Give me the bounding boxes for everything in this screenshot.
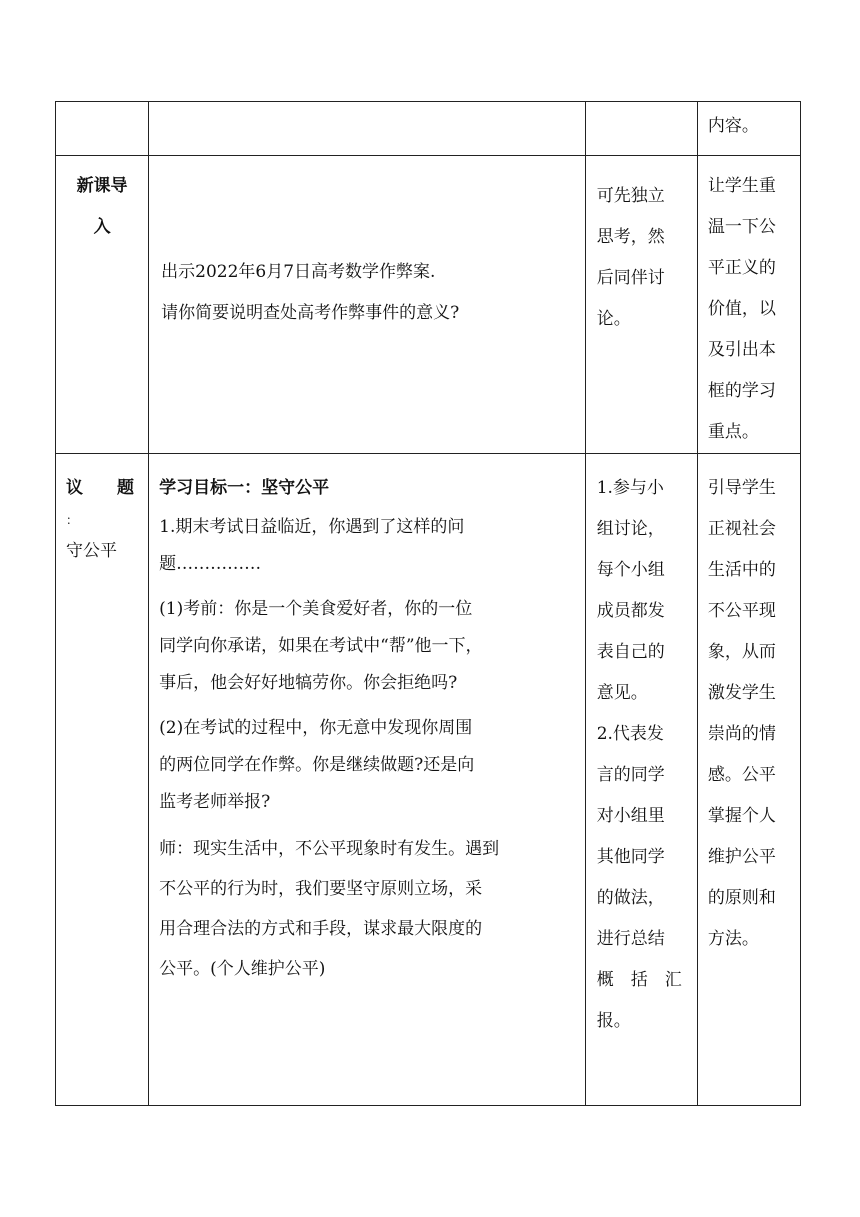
design-line: 崇尚的情 (707, 724, 776, 744)
design-line: 正视社会 (707, 519, 776, 539)
content-paragraph: 请你简要说明查处高考作弊事件的意义? (161, 303, 460, 323)
design-line: 感。公平 (707, 765, 776, 785)
design-line: 框的学习 (707, 381, 776, 401)
design-line: 方法。 (707, 929, 759, 949)
question-1 (159, 509, 583, 583)
design-line: 象，从而 (707, 642, 776, 662)
student-line: 的做法， (596, 888, 665, 908)
text-line: 同学向你承诺，如果在考试中“帮”他一下， (159, 636, 483, 656)
design-line: 引导学生 (707, 478, 776, 498)
text-line: (2)在考试的过程中，你无意中发现你周围 (159, 718, 473, 738)
student-line: 后同伴讨 (596, 268, 665, 288)
student-line: 报。 (596, 1011, 631, 1031)
cell-content (149, 156, 586, 454)
text-line: 的两位同学在作弊。你是继续做题?还是向 (159, 755, 475, 775)
text-line: 1.期末考试日益临近，你遇到了这样的问 (159, 517, 465, 537)
table-row (56, 454, 801, 1106)
student-line: 思考，然 (596, 227, 665, 247)
design-line: 的原则和 (707, 888, 776, 908)
cell-content (149, 102, 586, 156)
design-line: 不公平现 (707, 601, 776, 621)
student-line: 进行总结 (596, 929, 665, 949)
label-line: 入 (93, 217, 111, 237)
text-line: 不公平的行为时，我们要坚守原则立场，采 (159, 879, 483, 899)
student-line: 言的同学 (596, 765, 665, 785)
label-line: 议 题 (66, 478, 134, 498)
design-text: 内容。 (707, 116, 759, 136)
table-row (56, 156, 801, 454)
cell-design (697, 454, 800, 1106)
cell-student (585, 156, 697, 454)
design-line: 温一下公 (707, 217, 776, 237)
student-line: 表自己的 (596, 642, 665, 662)
section-heading: 学习目标一：坚守公平 (159, 478, 330, 498)
design-line: 让学生重 (707, 176, 776, 196)
student-line: 成员都发 (596, 601, 665, 621)
student-line: 对小组里 (596, 806, 665, 826)
design-line: 价值，以 (707, 299, 776, 319)
lesson-plan-table (55, 101, 801, 1106)
design-line: 重点。 (707, 422, 759, 442)
text-line: 题…………… (159, 554, 262, 574)
student-line: 论。 (596, 309, 631, 329)
design-line: 生活中的 (707, 560, 776, 580)
design-line: 激发学生 (707, 683, 776, 703)
design-line: 及引出本 (707, 340, 776, 360)
student-line: 意见。 (596, 683, 648, 703)
design-line: 平正义的 (707, 258, 776, 278)
table-row (56, 102, 801, 156)
text-line: 事后，他会好好地犒劳你。你会拒绝吗? (159, 673, 458, 693)
cell-content (149, 454, 586, 1106)
student-line: 1.参与小 (596, 478, 664, 498)
row-label-intro (56, 156, 149, 454)
row-label-topic (56, 454, 149, 1106)
question-2 (159, 591, 583, 702)
design-line: 掌握个人 (707, 806, 776, 826)
student-line: 组讨论， (596, 519, 665, 539)
student-line: 概 括 汇 (596, 970, 682, 990)
text-line: 监考老师举报? (159, 792, 271, 812)
text-line: 师：现实生活中，不公平现象时有发生。遇到 (159, 839, 500, 859)
label-line: ： (66, 513, 79, 527)
cell-design (697, 102, 800, 156)
text-line: 公平。(个人维护公平) (159, 959, 326, 979)
question-3 (159, 710, 583, 821)
content-paragraph: 出示2022年6月7日高考数学作弊案. (161, 262, 436, 282)
student-line: 可先独立 (596, 186, 665, 206)
cell-design (697, 156, 800, 454)
cell-student (585, 454, 697, 1106)
student-line: 其他同学 (596, 847, 665, 867)
student-line: 每个小组 (596, 560, 665, 580)
text-line: 用合理合法的方式和手段，谋求最大限度的 (159, 919, 483, 939)
cell-label (56, 102, 149, 156)
cell-student (585, 102, 697, 156)
text-line: (1)考前：你是一个美食爱好者，你的一位 (159, 599, 473, 619)
student-line: 2.代表发 (596, 724, 664, 744)
label-line: 守公平 (66, 541, 117, 561)
design-line: 维护公平 (707, 847, 776, 867)
teacher-summary (159, 829, 583, 989)
label-line: 新课导 (76, 176, 128, 196)
